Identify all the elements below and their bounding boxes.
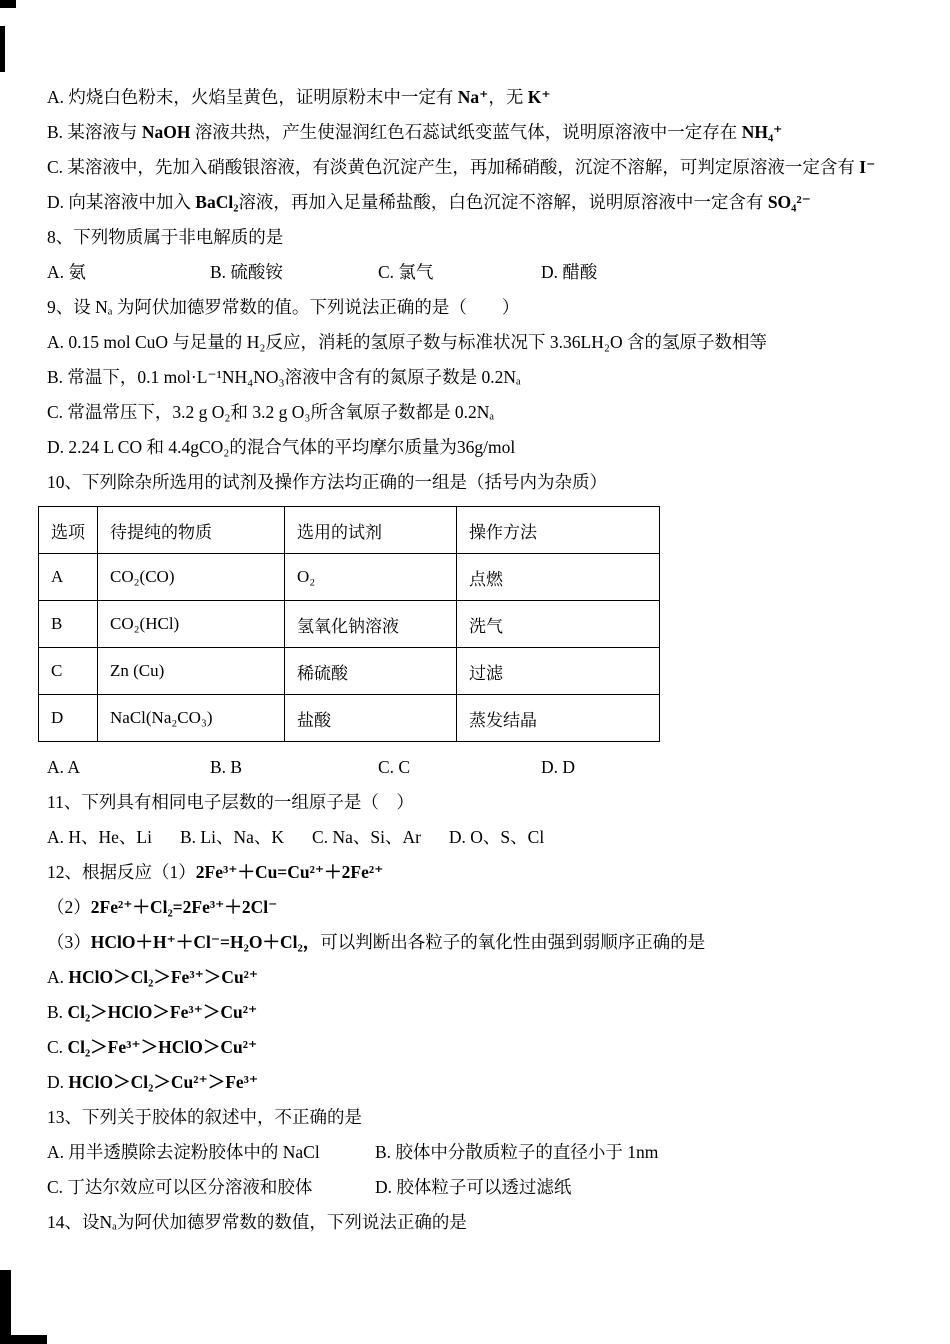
q7-option-b (47, 121, 912, 144)
q11-options (47, 826, 912, 849)
q7-option-a-formula-1: Na⁺ (457, 87, 489, 107)
scan-artifact-top-left (0, 0, 16, 8)
q12-option-c (47, 1036, 912, 1059)
q11-option-c: C. Na、Si、Ar (312, 827, 421, 847)
q10-cell: B (39, 601, 98, 648)
scan-artifact-bottom-left-vertical (0, 1270, 11, 1344)
q12-line-2-prefix: （2） (47, 897, 91, 917)
q7-option-c (47, 156, 912, 179)
q10-cell: 蒸发结晶 (457, 695, 660, 742)
q12-option-d-formula: HClO＞Cl₂＞Cu²⁺＞Fe³⁺ (68, 1072, 259, 1092)
q12-equation-2: 2Fe²⁺＋Cl₂=2Fe³⁺＋2Cl⁻ (90, 897, 278, 917)
q10-cell: C (39, 648, 98, 695)
q11-option-a: A. H、He、Li (47, 827, 152, 847)
q10-cell: A (39, 554, 98, 601)
q9-option-c: C. 常温常压下，3.2 g O₂和 3.2 g O₃所含氧原子数都是 0.2Nₐ (47, 402, 495, 422)
q12-equation-3: HClO＋H⁺＋Cl⁻=H₂O＋Cl₂， (90, 932, 321, 952)
q12-line-3-text: 可以判断出各粒子的氧化性由强到弱顺序正确的是 (320, 932, 706, 952)
q12-line-3-prefix: （3） (47, 932, 91, 952)
q10-cell: 盐酸 (285, 695, 457, 742)
q10-table-row-b (39, 601, 660, 648)
q10-cell: 过滤 (457, 648, 660, 695)
q10-cell: CO₂(HCl) (98, 601, 285, 648)
q7-option-d (47, 191, 912, 214)
q10-header-reagent: 选用的试剂 (285, 507, 457, 554)
q14-stem: 14、设Nₐ为阿伏加德罗常数的数值，下列说法正确的是 (47, 1212, 467, 1232)
q7-option-d-text-1: D. 向某溶液中加入 (47, 192, 196, 212)
q12-option-c-formula: Cl₂＞Fe³⁺＞HClO＞Cu²⁺ (67, 1037, 258, 1057)
q10-cell: 稀硫酸 (285, 648, 457, 695)
q10-option-b: B. B (210, 757, 243, 777)
q11-stem: 11、下列具有相同电子层数的一组原子是（ ） (47, 792, 414, 812)
q10-cell: NaCl(Na₂CO₃) (98, 695, 285, 742)
q12-option-a-label: A. (47, 967, 69, 987)
q7-option-c-text-1: C. 某溶液中，先加入硝酸银溶液，有淡黄色沉淀产生，再加稀硝酸，沉淀不溶解，可判定原溶液一定含有 (47, 157, 860, 177)
q8-option-b: B. 硫酸铵 (210, 262, 283, 282)
q12-equation-1: 2Fe³⁺＋Cu=Cu²⁺＋2Fe²⁺ (195, 862, 384, 882)
q7-option-a-text-2: ，无 (488, 87, 528, 107)
q10-option-c: C. C (378, 757, 411, 777)
q7-option-d-text-2: 溶液，再加入足量稀盐酸，白色沉淀不溶解，说明原溶液中一定含有 (238, 192, 768, 212)
q10-cell: O₂ (285, 554, 457, 601)
q10-table-row-d (39, 695, 660, 742)
q8-option-d: D. 醋酸 (541, 262, 598, 282)
q10-header-option: 选项 (39, 507, 98, 554)
q8-option-a: A. 氨 (47, 262, 86, 282)
q7-option-a-formula-2: K⁺ (527, 87, 551, 107)
q12-option-b-formula: Cl₂＞HClO＞Fe³⁺＞Cu²⁺ (67, 1002, 258, 1022)
q9-option-a: A. 0.15 mol CuO 与足量的 H₂反应，消耗的氢原子数与标准状况下 3.36LH₂O 含的氢原子数相等 (47, 332, 767, 352)
q11-option-b: B. Li、Na、K (179, 827, 285, 847)
q10-cell: 点燃 (457, 554, 660, 601)
q10-cell: Zn (Cu) (98, 648, 285, 695)
q13-options-row-2 (47, 1176, 912, 1199)
q7-option-a (47, 86, 912, 109)
q13-option-c: C. 丁达尔效应可以区分溶液和胶体 (47, 1177, 313, 1197)
q10-header-substance: 待提纯的物质 (98, 507, 285, 554)
q12-option-c-label: C. (47, 1037, 68, 1057)
q12-option-d (47, 1071, 912, 1094)
q12-option-d-label: D. (47, 1072, 69, 1092)
q12-option-b (47, 1001, 912, 1024)
q13-stem: 13、下列关于胶体的叙述中，不正确的是 (47, 1107, 362, 1127)
q7-option-a-text-1: A. 灼烧白色粉末，火焰呈黄色，证明原粉末中一定有 (47, 87, 458, 107)
q12-stem (47, 861, 912, 884)
q13-option-d: D. 胶体粒子可以透过滤纸 (375, 1177, 572, 1197)
q12-option-b-label: B. (47, 1002, 68, 1022)
q7-option-b-formula-2: NH₄⁺ (741, 122, 783, 142)
q13-options-row-1 (47, 1141, 912, 1164)
q10-option-a: A. A (47, 757, 81, 777)
q12-stem-text: 12、根据反应（1） (47, 862, 196, 882)
q10-table-row-c (39, 648, 660, 695)
q10-stem: 10、下列除杂所选用的试剂及操作方法均正确的一组是（括号内为杂质） (47, 472, 607, 492)
q7-option-b-text-2: 溶液共热，产生使湿润红色石蕊试纸变蓝气体，说明原溶液中一定存在 (190, 122, 742, 142)
q10-answer-options (47, 756, 912, 779)
q10-cell: 洗气 (457, 601, 660, 648)
q10-table-header-row (39, 507, 660, 554)
q13-option-b: B. 胶体中分散质粒子的直径小于 1nm (375, 1142, 659, 1162)
q10-table-row-a (39, 554, 660, 601)
q12-line-3 (47, 931, 912, 954)
q12-line-2 (47, 896, 912, 919)
q9-stem: 9、设 Nₐ 为阿伏加德罗常数的值。下列说法正确的是（ ） (47, 297, 520, 317)
q8-option-c: C. 氯气 (378, 262, 434, 282)
q12-option-a-formula: HClO＞Cl₂＞Fe³⁺＞Cu²⁺ (68, 967, 259, 987)
q10-cell: 氢氧化钠溶液 (285, 601, 457, 648)
q10-cell: D (39, 695, 98, 742)
q11-option-d: D. O、S、Cl (448, 827, 545, 847)
q10-option-d: D. D (541, 757, 576, 777)
q10-table (38, 506, 660, 742)
q10-header-method: 操作方法 (457, 507, 660, 554)
q7-option-b-text-1: B. 某溶液与 (47, 122, 142, 142)
q13-option-a: A. 用半透膜除去淀粉胶体中的 NaCl (47, 1142, 320, 1162)
scan-artifact-bottom-left-horizontal (0, 1335, 47, 1344)
q8-options (47, 261, 912, 284)
q12-option-a (47, 966, 912, 989)
scan-artifact-left-edge (0, 26, 5, 72)
q10-cell: CO₂(CO) (98, 554, 285, 601)
q8-stem: 8、下列物质属于非电解质的是 (47, 227, 284, 247)
q7-option-d-formula-2: SO₄²⁻ (767, 192, 811, 212)
q7-option-b-formula-1: NaOH (141, 122, 191, 142)
q9-option-b: B. 常温下，0.1 mol·L⁻¹NH₄NO₃溶液中含有的氮原子数是 0.2Nₐ (47, 367, 521, 387)
q9-option-d: D. 2.24 L CO 和 4.4gCO₂的混合气体的平均摩尔质量为36g/mol (47, 437, 516, 457)
q7-option-d-formula-1: BaCl₂ (195, 192, 239, 212)
q7-option-c-formula-1: I⁻ (859, 157, 876, 177)
